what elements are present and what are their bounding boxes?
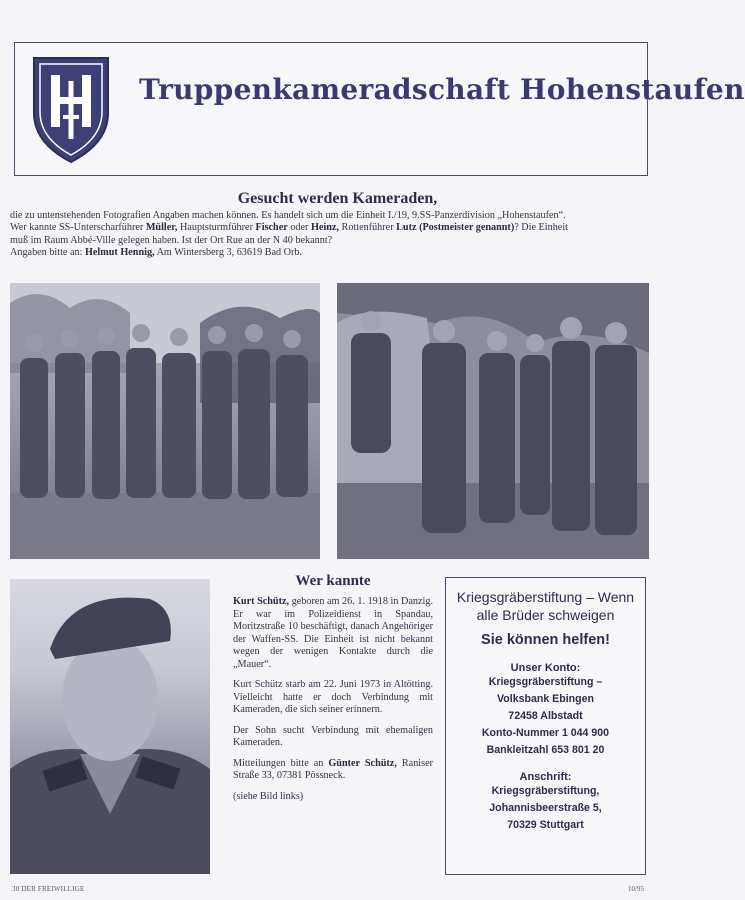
konto-line: Konto-Nummer 1 044 900 bbox=[481, 727, 610, 739]
konto-line: Kriegsgräberstiftung – bbox=[488, 676, 603, 688]
paragraph: Der Sohn sucht Verbindung mit ehemaligen Kameraden. bbox=[233, 724, 433, 748]
anschrift-line: Johannisbeerstraße 5, bbox=[489, 802, 602, 814]
search-line: Wer kannte SS-Unterscharführer Müller, Hauptsturmführer Fischer oder Heinz, Rottenführer Lutz (Postmeister genannt)? Die Einheit bbox=[10, 222, 568, 234]
paragraph: Mitteilungen bitte an Günter Schütz, Raniser Straße 33, 07381 Pössneck. bbox=[233, 757, 433, 781]
ad-title: Kriegsgräberstiftung – Wenn alle Brüder schweigen bbox=[456, 589, 635, 623]
footer-issue: 10/95 bbox=[628, 885, 644, 893]
search-heading: Gesucht werden Kameraden, bbox=[237, 190, 438, 207]
konto-line: 72458 Albstadt bbox=[508, 710, 583, 722]
search-line: muß im Raum Abbé-Ville gelegen haben. Ist der Ort Rue an der N 40 bekannt? bbox=[10, 234, 333, 246]
paragraph: Kurt Schütz, geboren am 26. 1. 1918 in Danzig. Er war im Polizeidienst in Spandau, Moritzstraße 10 beschäftigt, danach Angehöriger der Waffen-SS. Die Einheit ist nicht bekannt wegen der wenigen Kontakte durch die „Mauer“. bbox=[233, 596, 433, 670]
wer-kannte-body bbox=[233, 596, 433, 811]
person-name: Heinz, bbox=[310, 222, 339, 234]
anschrift-heading: Anschrift: bbox=[519, 771, 572, 783]
portrait-photo bbox=[10, 579, 210, 874]
search-line: Angaben bitte an: Helmut Hennig, Am Wintersberg 3, 63619 Bad Orb. bbox=[10, 247, 303, 259]
contact-name: Helmut Hennig, bbox=[84, 247, 155, 259]
search-line: die zu untenstehenden Fotografien Angaben machen können. Es handelt sich um die Einheit I./19, 9.SS-Panzerdivision „Hohenstaufen“. bbox=[10, 210, 566, 221]
person-name: Fischer bbox=[255, 222, 288, 234]
anschrift-line: 70329 Stuttgart bbox=[507, 819, 584, 831]
ad-subtitle: Sie können helfen! bbox=[481, 632, 610, 648]
person-name: Kurt Schütz, bbox=[233, 596, 290, 607]
anschrift-line: Kriegsgräberstiftung, bbox=[491, 785, 600, 797]
kriegsgraeberstiftung-ad bbox=[445, 577, 646, 875]
search-body bbox=[10, 210, 665, 260]
header-box bbox=[14, 42, 745, 176]
person-name: Müller, bbox=[145, 222, 178, 234]
hohenstaufen-crest-icon bbox=[31, 55, 111, 165]
footer-page-label: 30 DER FREIWILLIGE bbox=[12, 885, 85, 893]
konto-line: Bankleitzahl 653 801 20 bbox=[486, 744, 605, 756]
person-name: Lutz (Postmeister genannt) bbox=[396, 222, 515, 234]
konto-line: Volksbank Ebingen bbox=[497, 693, 594, 705]
paragraph: (siehe Bild links) bbox=[233, 790, 304, 802]
group-photo-left bbox=[10, 283, 320, 559]
wer-kannte-heading: Wer kannte bbox=[295, 573, 371, 589]
konto-heading: Unser Konto: bbox=[510, 662, 581, 674]
group-photo-right bbox=[337, 283, 649, 559]
paragraph: Kurt Schütz starb am 22. Juni 1973 in Altötting. Vielleicht hatte er doch Verbindung mit Kameraden, die sich seiner erinnern. bbox=[233, 679, 433, 715]
person-name: Günter Schütz, bbox=[328, 757, 397, 769]
organization-title: Truppenkameradschaft Hohenstaufen bbox=[139, 73, 745, 106]
